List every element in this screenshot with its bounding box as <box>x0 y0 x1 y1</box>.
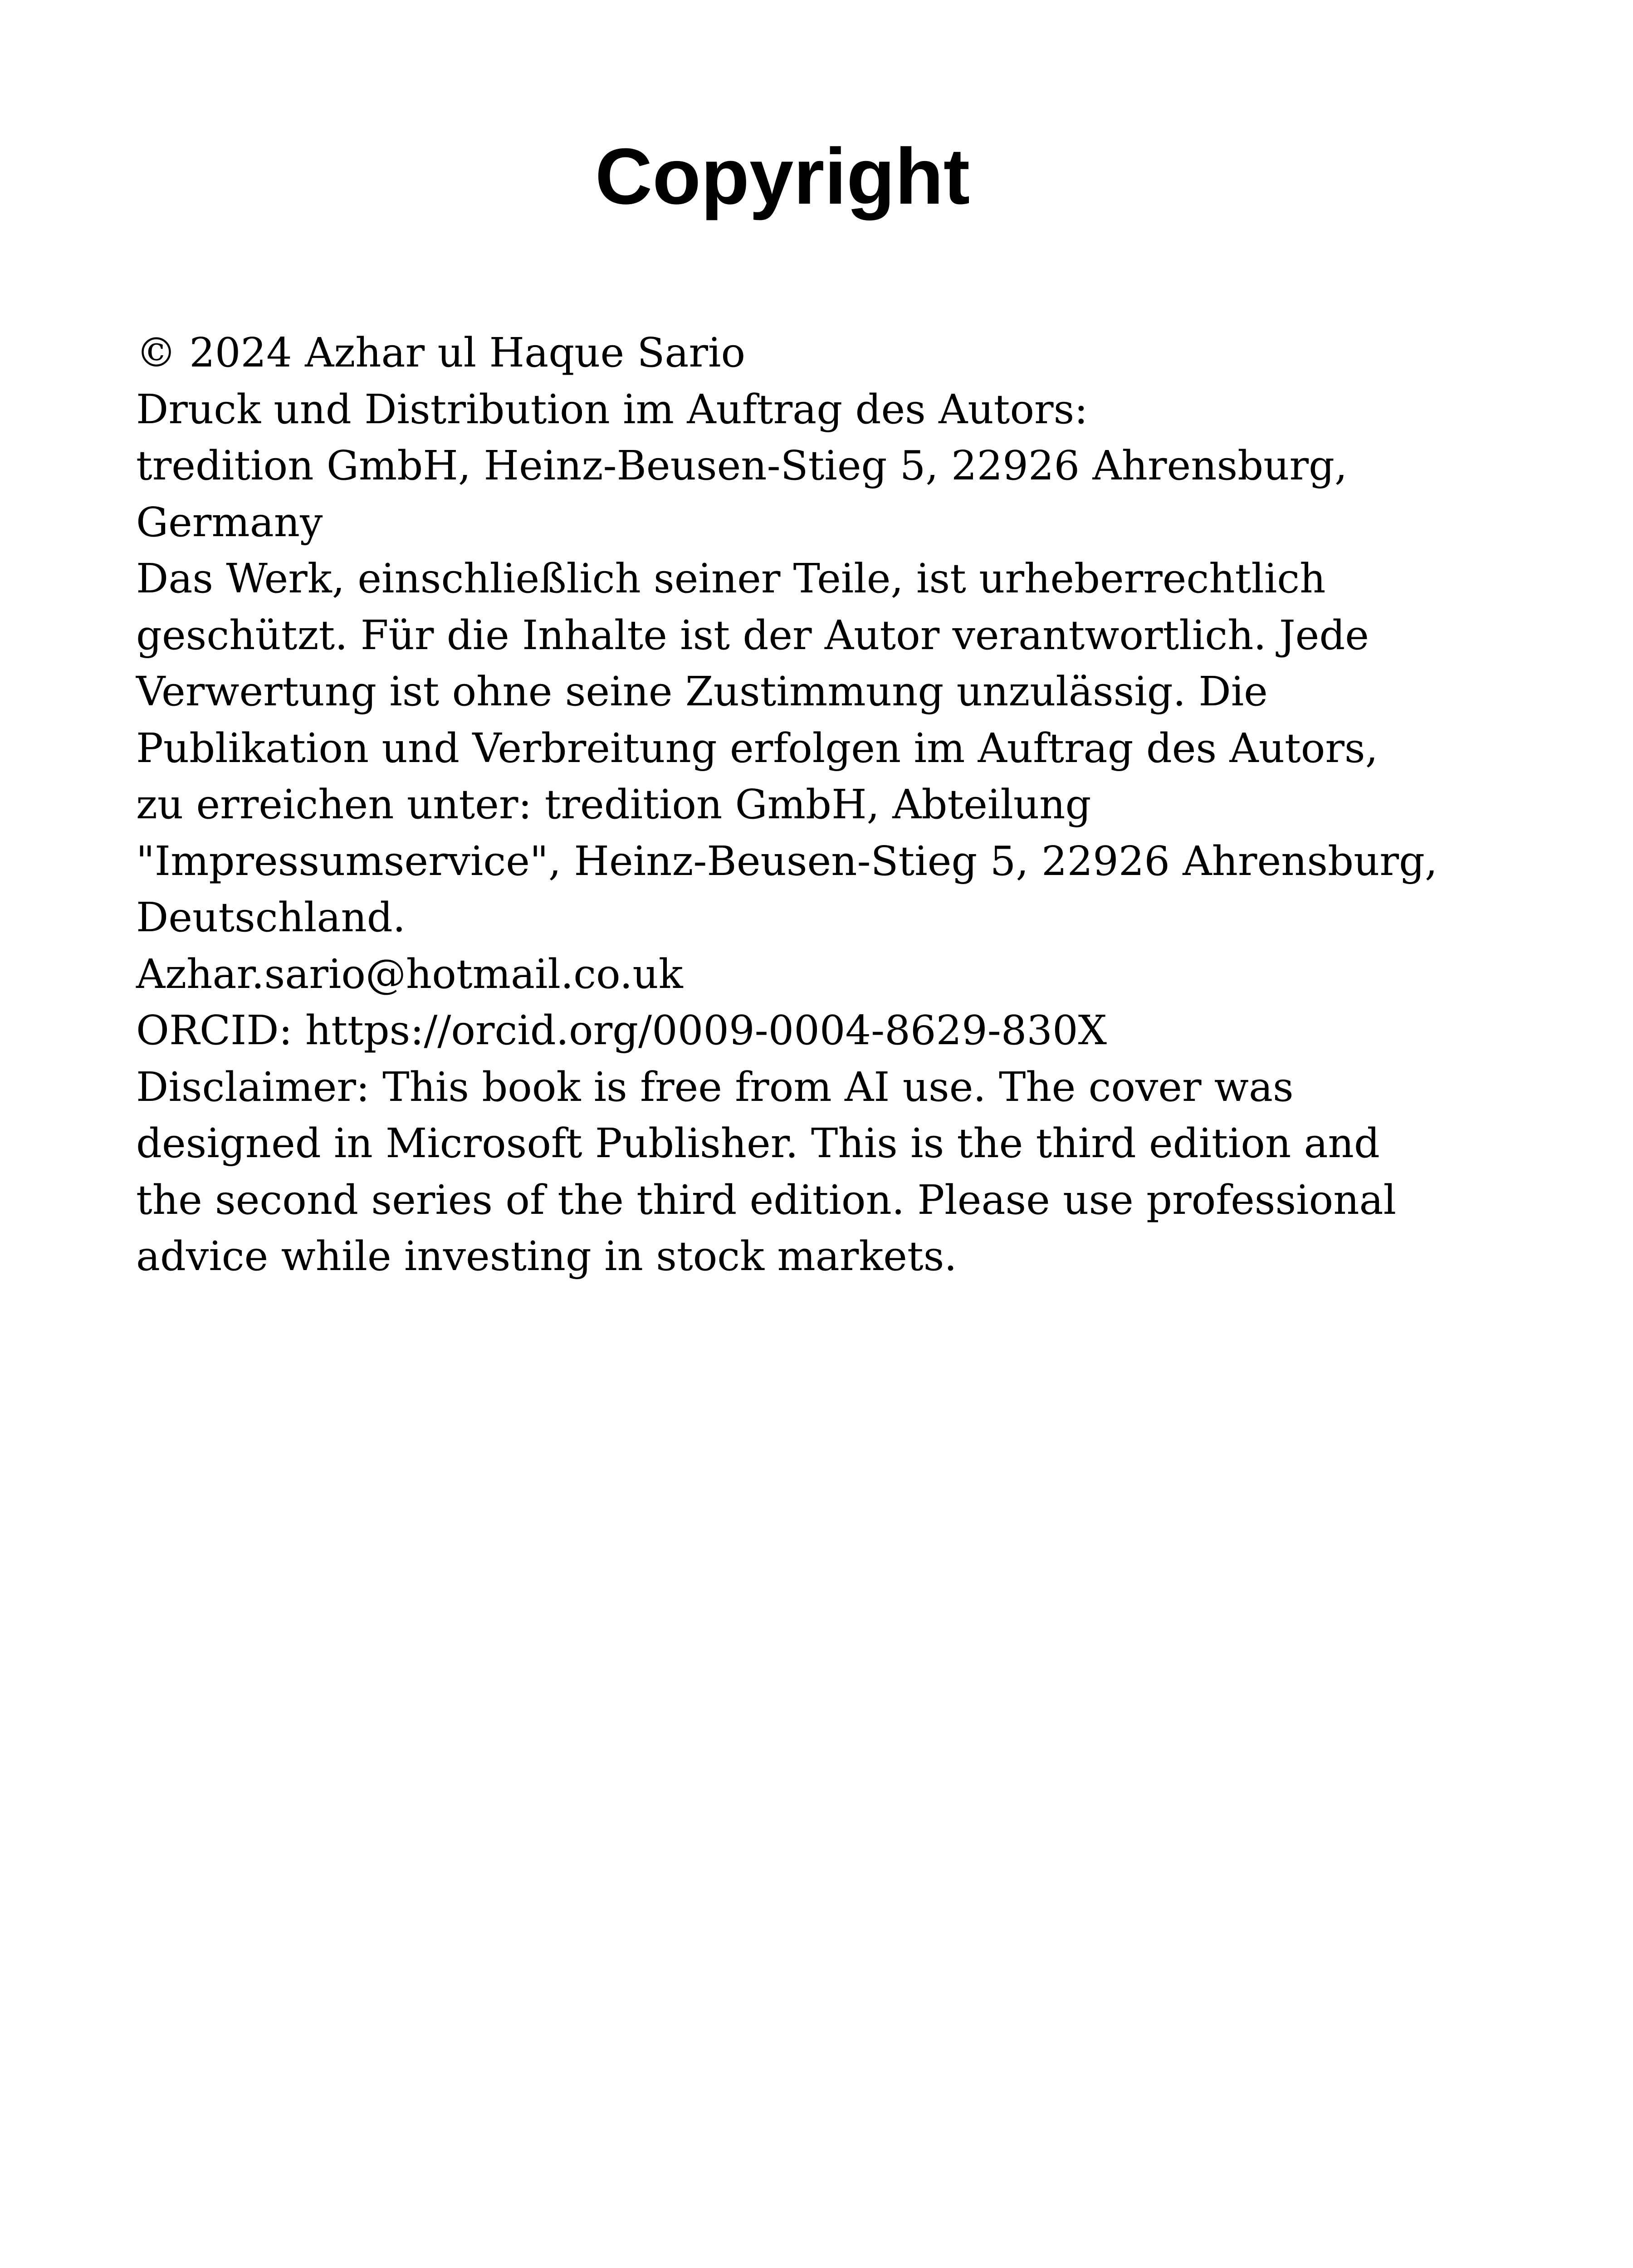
disclaimer-line: Disclaimer: This book is free from AI use. The cover was <box>136 1063 1294 1110</box>
copyright-body <box>136 324 1474 1285</box>
author-email: Azhar.sario@hotmail.co.uk <box>136 950 683 997</box>
disclaimer-line: advice while investing in stock markets. <box>136 1232 957 1280</box>
publisher-address-line: tredition GmbH, Heinz-Beusen-Stieg 5, 22926 Ahrensburg, <box>136 442 1348 489</box>
rights-text-line: geschützt. Für die Inhalte ist der Autor verantwortlich. Jede <box>136 611 1369 659</box>
rights-text-line: Das Werk, einschließlich seiner Teile, ist urheberrechtlich <box>136 555 1326 602</box>
rights-text-line: Deutschland. <box>136 894 406 941</box>
distribution-line: Druck und Distribution im Auftrag des Autors: <box>136 385 1088 433</box>
orcid-line: ORCID: https://orcid.org/0009-0004-8629-830X <box>136 1007 1107 1054</box>
rights-text-line: Publikation und Verbreitung erfolgen im Auftrag des Autors, <box>136 724 1378 772</box>
rights-text-line: Verwertung ist ohne seine Zustimmung unzulässig. Die <box>136 668 1268 715</box>
rights-text-line: "Impressumservice", Heinz-Beusen-Stieg 5, 22926 Ahrensburg, <box>136 837 1438 885</box>
disclaimer-line: designed in Microsoft Publisher. This is the third edition and <box>136 1119 1380 1167</box>
page-title: Copyright <box>595 132 970 221</box>
disclaimer-line: the second series of the third edition. Please use professional <box>136 1176 1397 1223</box>
rights-text-line: zu erreichen unter: tredition GmbH, Abteilung <box>136 781 1091 828</box>
copyright-notice-line: © 2024 Azhar ul Haque Sario <box>136 329 746 376</box>
publisher-country-line: Germany <box>136 498 323 546</box>
